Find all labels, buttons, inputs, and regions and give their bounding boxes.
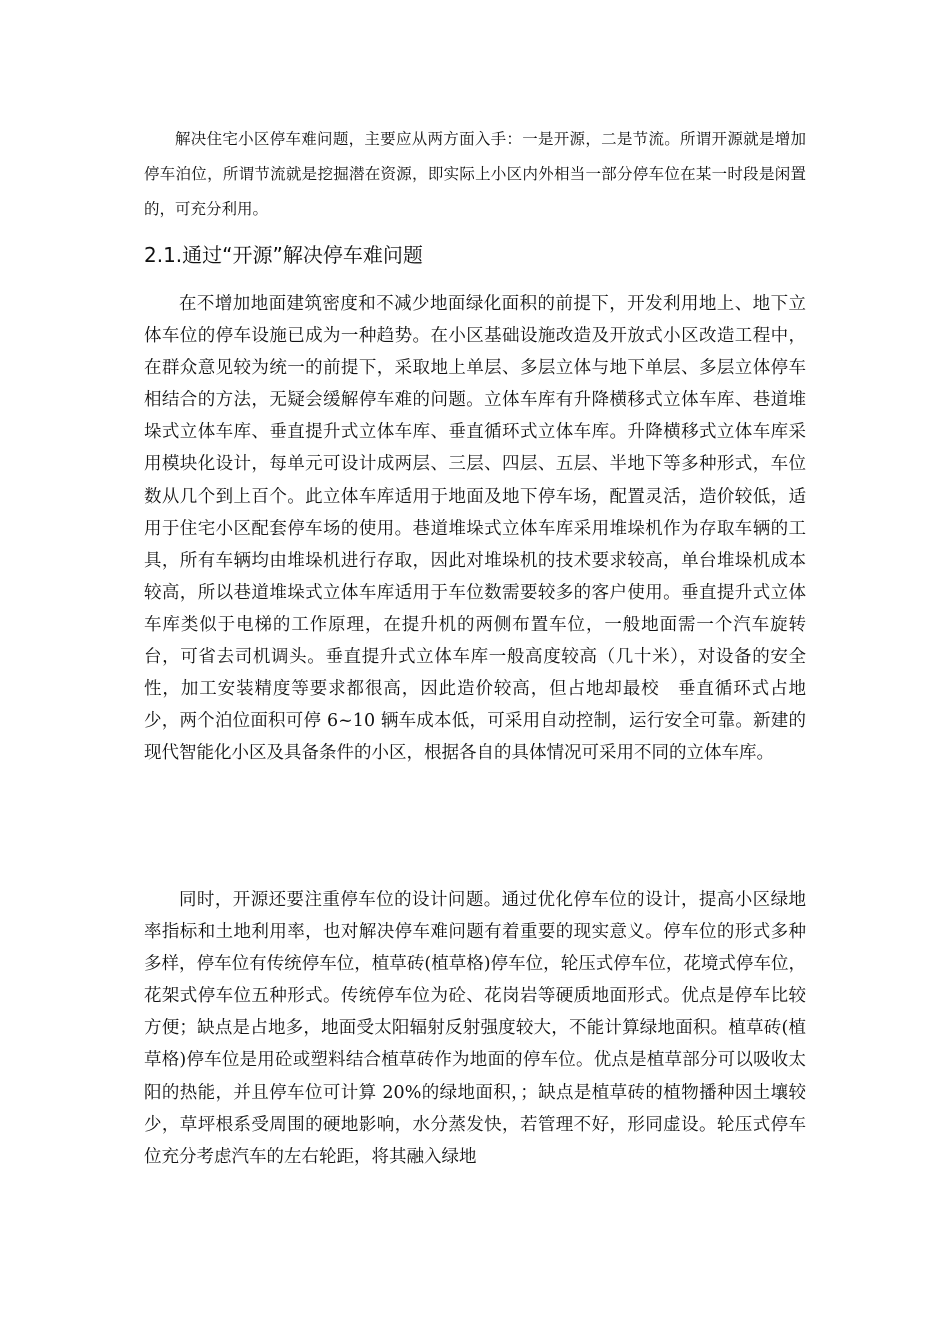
intro-paragraph: 解决住宅小区停车难问题，主要应从两方面入手：一是开源，二是节流。所谓开源就是增加停车泊位，所谓节流就是挖掘潜在资源，即实际上小区内外相当一部分停车位在某一时段是闲置的，可充分利用。: [144, 130, 806, 218]
body-paragraph-1: 在不增加地面建筑密度和不减少地面绿化面积的前提下，开发利用地上、地下立体车位的停车设施已成为一种趋势。在小区基础设施改造及开放式小区改造工程中，在群众意见较为统一的前提下，采取地上单层、多层立体与地下单层、多层立体停车相结合的方法，无疑会缓解停车难的问题。立体车库有升降横移式立体车库、巷道堆垛式立体车库、垂直提升式立体车库、垂直循环式立体车库。升降横移式立体车库采用模块化设计，每单元可设计成两层、三层、四层、五层、半地下等多种形式，车位数从几个到上百个。此立体车库适用于地面及地下停车场，配置灵活，造价较低，适用于住宅小区配套停车场的使用。巷道堆垛式立体车库采用堆垛机作为存取车辆的工具，所有车辆均由堆垛机进行存取，因此对堆垛机的技术要求较高，单台堆垛机成本较高，所以巷道堆垛式立体车库适用于车位数需要较多的客户使用。垂直提升式立体车库类似于电梯的工作原理，在提升机的两侧布置车位，一般地面需一个汽车旋转台，可省去司机调头。垂直提升式立体车库一般高度较高（几十米），对设备的安全性，加工安装精度等要求都很高，因此造价较高，但占地却最校 垂直循环式占地少，两个泊位面积可停 6~10 辆车成本低，可采用自动控制，运行安全可靠。新建的现代智能化小区及具备条件的小区，根据各自的具体情况可采用不同的立体车库。: [144, 294, 806, 764]
body-paragraph-2: 同时，开源还要注重停车位的设计问题。通过优化停车位的设计，提高小区绿地率指标和土地利用率，也对解决停车难问题有着重要的现实意义。停车位的形式多种多样，停车位有传统停车位，植草砖(植草格)停车位，轮压式停车位，花境式停车位，花架式停车位五种形式。传统停车位为砼、花岗岩等硬质地面形式。优点是停车比较方便；缺点是占地多，地面受太阳辐射反射强度较大，不能计算绿地面积。植草砖(植草格)停车位是用砼或塑料结合植草砖作为地面的停车位。优点是植草部分可以吸收太阳的热能，并且停车位可计算 20%的绿地面积，；缺点是植草砖的植物播种因土壤较少，草坪根系受周围的硬地影响，水分蒸发快，若管理不好，形同虚设。轮压式停车位充分考虑汽车的左右轮距，将其融入绿地: [144, 890, 806, 1167]
section-heading: 2.1.通过“开源”解决停车难问题: [144, 243, 423, 267]
